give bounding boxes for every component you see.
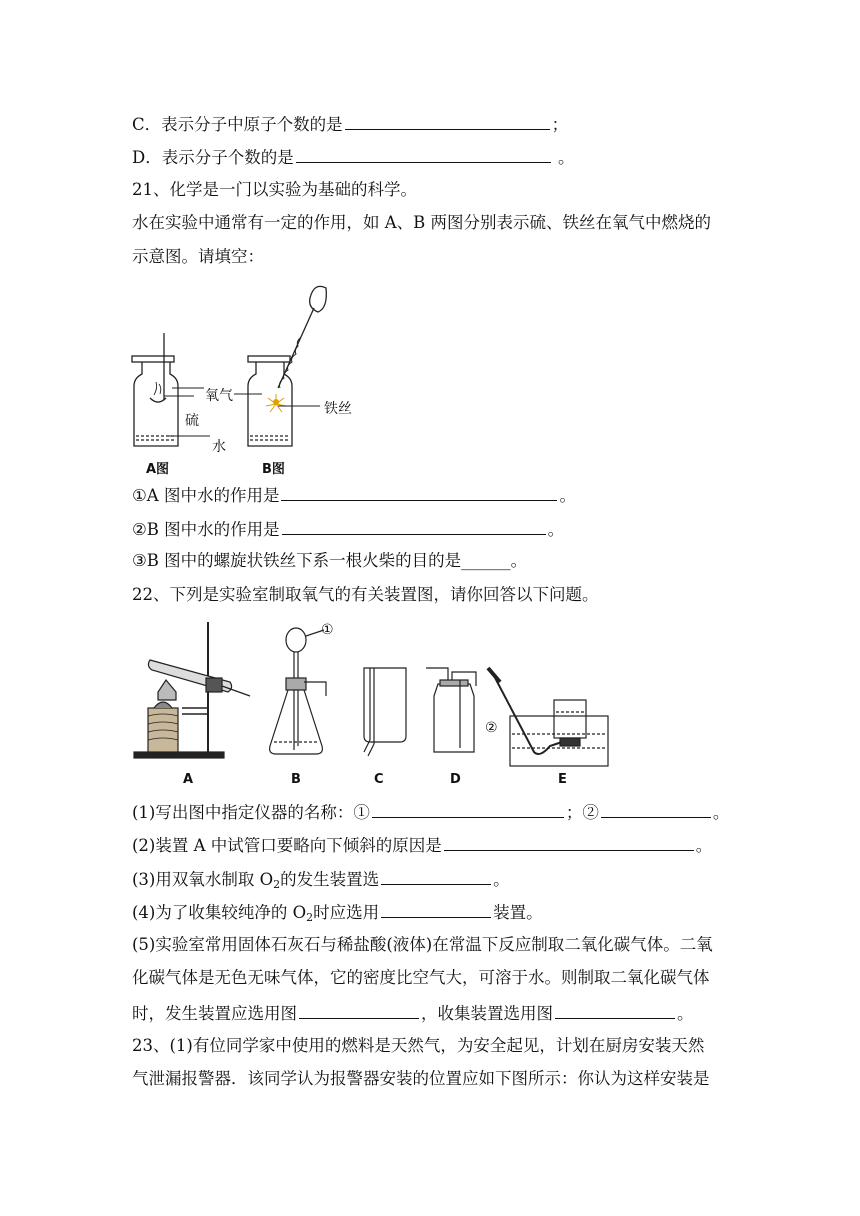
q21-item-2 (132, 518, 564, 540)
caption-c: C (374, 772, 384, 787)
option-c (132, 113, 568, 135)
option-c-end: ； (551, 115, 569, 134)
q22-item-5-b: 化碳气体是无色无味气体，它的密度比空气大，可溶于水。则制取二氧化碳气体 (132, 968, 710, 987)
answer-blank[interactable] (555, 1002, 675, 1019)
caption-d: D (450, 772, 461, 787)
answer-blank[interactable] (381, 868, 491, 885)
q21-item-1-text: ①A 图中水的作用是 (132, 486, 280, 505)
q22-item-3-end: 。 (493, 870, 510, 889)
q21-item-2-end: 。 (547, 520, 565, 539)
caption-b: B (291, 772, 301, 787)
q22-item-2-text: (2)装置 A 中试管口要略向下倾斜的原因是 (132, 836, 442, 855)
q21-item-3-end: 。 (510, 551, 528, 570)
q22-item-1-sep: ；② (565, 803, 599, 822)
label-water: 水 (212, 439, 226, 455)
answer-blank[interactable] (444, 834, 694, 851)
q22-item-4-post: 时应选用 (313, 903, 380, 922)
jar-a (132, 333, 178, 446)
q21-item-3 (132, 551, 527, 571)
q21-item-3-text: ③B 图中的螺旋状铁丝下系一根火柴的目的是 (132, 551, 462, 570)
apparatus-c (364, 668, 406, 756)
apparatus-d (426, 668, 476, 752)
option-d (132, 146, 574, 168)
q21-intro-1: 水在实验中通常有一定的作用，如 A、B 两图分别表示硫、铁丝在氧气中燃烧的 (132, 213, 712, 232)
q22-item-4-end: 装置。 (493, 903, 543, 922)
answer-blank[interactable] (345, 113, 550, 130)
q22-item-5-c-end: 。 (677, 1004, 694, 1023)
q22-item-2 (132, 834, 712, 856)
apparatus-figure (130, 616, 620, 772)
q22-item-1-text: (1)写出图中指定仪器的名称：① (132, 803, 370, 822)
q22-item-2-end: 。 (695, 836, 713, 855)
subscript: 2 (306, 911, 314, 924)
q22-item-5-c (132, 1002, 694, 1024)
q22-item-5-a: (5)实验室常用固体石灰石与稀盐酸(液体)在常温下反应制取二氧化碳气体。二氧 (132, 935, 713, 954)
answer-blank[interactable] (281, 484, 557, 501)
combustion-figure (128, 278, 368, 478)
caption-a: A图 (146, 462, 170, 477)
q22-item-4 (132, 901, 543, 923)
q22-item-1-end: 。 (712, 803, 730, 822)
caption-a: A (183, 772, 194, 787)
q22-item-3-pre: (3)用双氧水制取 O (132, 870, 274, 889)
subscript: 2 (273, 878, 281, 891)
q23-line-1: 23、(1)有位同学家中使用的燃料是天然气，为安全起见，计划在厨房安装天然 (132, 1036, 705, 1055)
caption-e: E (558, 772, 567, 787)
apparatus-a (134, 622, 250, 758)
marker-one: ① (321, 622, 334, 638)
q22-item-4-pre: (4)为了收集较纯净的 O (132, 903, 307, 922)
answer-blank[interactable] (601, 801, 711, 818)
q21-item-1 (132, 484, 576, 506)
answer-blank[interactable] (282, 518, 546, 535)
label-sulfur: 硫 (185, 413, 199, 429)
caption-b: B图 (262, 462, 285, 477)
label-iron-wire: 铁丝 (324, 401, 352, 417)
q22-item-3 (132, 868, 510, 890)
answer-blank[interactable] (381, 901, 491, 918)
answer-blank[interactable] (296, 146, 551, 163)
apparatus-e (488, 668, 608, 766)
label-oxygen: 氧气 (205, 388, 233, 404)
q22-item-5-c-mid: ，收集装置选用图 (421, 1004, 553, 1023)
option-d-text: D．表示分子个数的是 (132, 148, 294, 167)
q22-item-1 (132, 801, 729, 823)
answer-blank[interactable] (299, 1002, 419, 1019)
q22-title: 22、下列是实验室制取氧气的有关装置图，请你回答以下问题。 (132, 585, 599, 604)
q21-item-3-blank[interactable]: ______ (461, 551, 511, 570)
marker-two: ② (485, 720, 498, 736)
answer-blank[interactable] (372, 801, 564, 818)
q21-title: 21、化学是一门以实验为基础的科学。 (132, 180, 417, 199)
q21-item-1-end: 。 (559, 486, 576, 505)
q22-item-3-post: 的发生装置选 (280, 870, 380, 889)
q22-item-5-c-text: 时，发生装置应选用图 (132, 1004, 297, 1023)
q23-line-2: 气泄漏报警器．该同学认为报警器安装的位置应如下图所示：你认为这样安装是 (132, 1069, 710, 1088)
jar-b (248, 286, 326, 446)
option-c-text: C．表示分子中原子个数的是 (132, 115, 343, 134)
q21-intro-2: 示意图。请填空： (132, 247, 264, 266)
q21-item-2-text: ②B 图中水的作用是 (132, 520, 280, 539)
apparatus-b (270, 628, 326, 754)
option-d-end: 。 (557, 148, 575, 167)
